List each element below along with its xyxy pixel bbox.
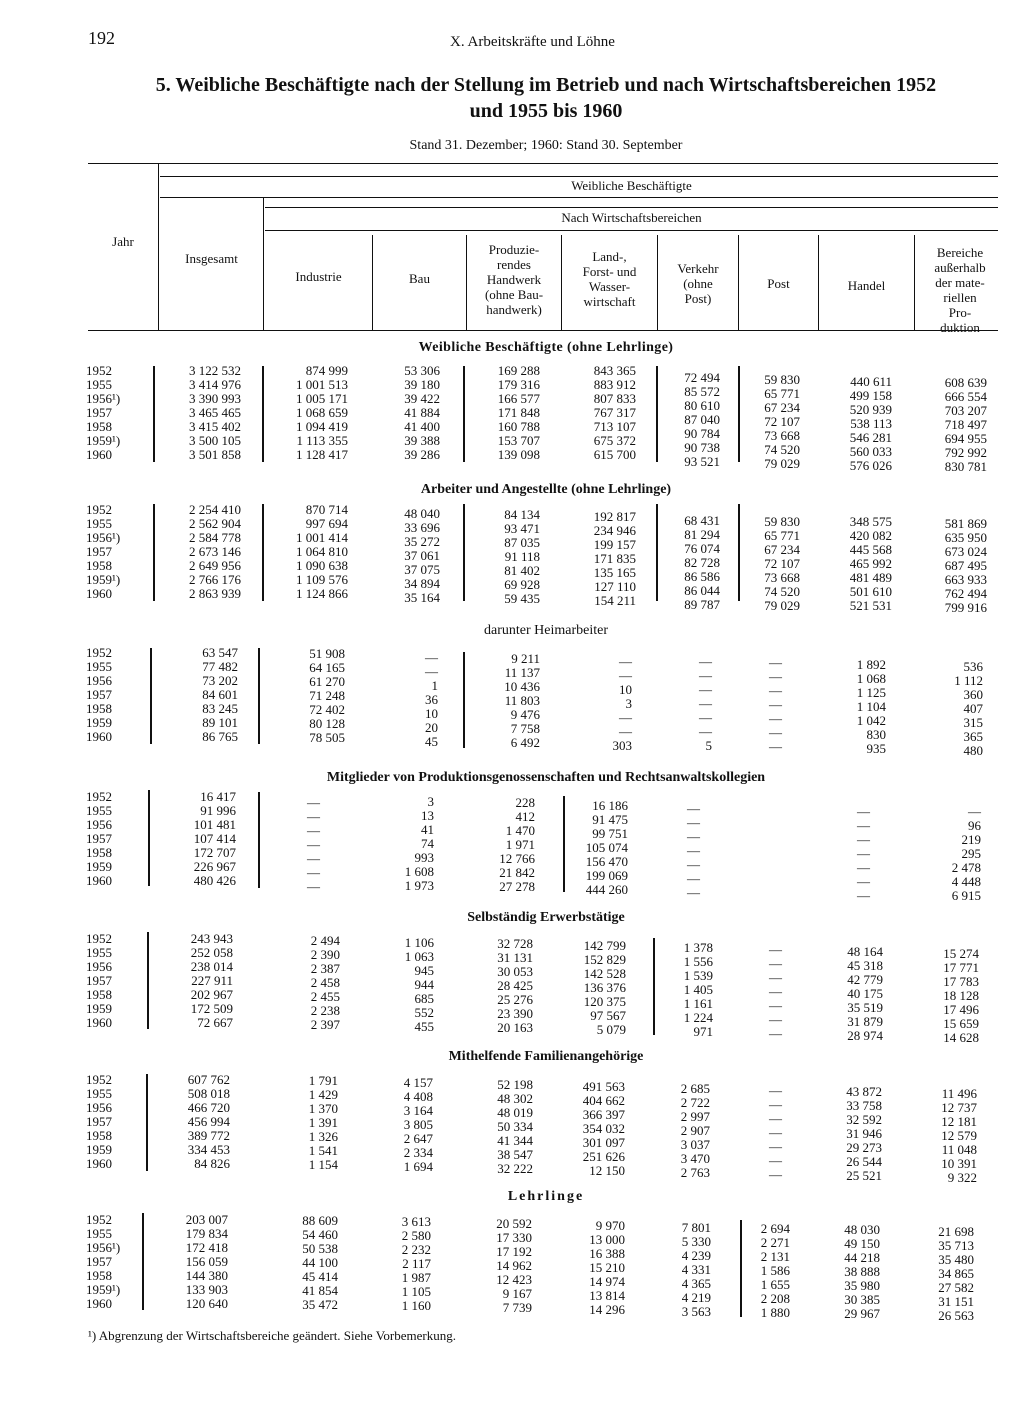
column-rule <box>153 504 155 601</box>
year-column: 1952 1955 1956 1957 1958 1959 1960 <box>86 931 112 1030</box>
landwirtschaft-values: 192 817 234 946 199 157 171 835 135 165 127 110 154 211 <box>593 509 636 608</box>
header-rule-4 <box>265 207 998 208</box>
header-verkehr: Verkehr (ohne Post) <box>677 261 719 306</box>
industrie-values: 88 609 54 460 50 538 44 100 45 414 41 854 35 472 <box>302 1213 338 1312</box>
handel-values: — — — — — — — <box>857 804 870 903</box>
bau-values: 1 106 1 063 945 944 685 552 455 <box>404 935 434 1034</box>
verkehr-values: 72 494 85 572 80 610 87 040 90 784 90 738 93 521 <box>684 370 720 469</box>
column-rule <box>656 366 658 462</box>
column-rule <box>463 504 465 601</box>
table-title-line-1: 5. Weibliche Beschäftigte nach der Stellung im Betrieb und nach Wirtschaftsbereichen 1952 <box>155 74 937 96</box>
section-title: Arbeiter und Angestellte (ohne Lehrlinge) <box>420 482 672 497</box>
table-subtitle: Stand 31. Dezember; 1960: Stand 30. September <box>409 138 683 153</box>
post-values: — — — — — — — <box>769 1083 782 1182</box>
header-bereiche: Bereiche außerhalb der mate- riellen Pro- duktion <box>934 245 986 335</box>
footnote: ¹) Abgrenzung der Wirtschaftsbereiche geändert. Siehe Vorbemerkung. <box>88 1328 456 1343</box>
post-values: 2 694 2 271 2 131 1 586 1 655 2 208 1 880 <box>760 1221 790 1320</box>
header-jahr: Jahr <box>112 234 134 249</box>
header-handel: Handel <box>847 278 886 293</box>
bau-values: 3 613 2 580 2 232 2 117 1 987 1 105 1 160 <box>401 1214 431 1313</box>
handwerk-values: 84 134 93 471 87 035 91 118 81 402 69 928 59 435 <box>504 507 540 606</box>
bereiche-values: 11 496 12 737 12 181 12 579 11 048 10 391 9 322 <box>941 1086 977 1185</box>
bereiche-values: 608 639 666 554 703 207 718 497 694 955 792 992 830 781 <box>944 375 987 474</box>
section-title: Lehrlinge <box>507 1189 585 1204</box>
column-rule <box>146 1074 148 1171</box>
section-title: Mithelfende Familienangehörige <box>448 1049 644 1064</box>
bau-values: 3 13 41 74 993 1 608 1 973 <box>404 794 434 893</box>
handel-values: 48 164 45 318 42 779 40 175 35 519 31 879 28 974 <box>847 944 883 1043</box>
header-landwirtschaft: Land-, Forst- und Wasser- wirtschaft <box>582 249 637 309</box>
header-nach-wirtschaftsbereichen: Nach Wirtschaftsbereichen <box>561 210 702 225</box>
industrie-values: 51 908 64 165 61 270 71 248 72 402 80 128 78 505 <box>309 646 345 745</box>
header-rule-5 <box>265 230 998 231</box>
year-column: 1952 1955 1956¹) 1957 1958 1959¹) 1960 <box>86 502 121 601</box>
landwirtschaft-values: 9 970 13 000 16 388 15 210 14 974 13 814 14 296 <box>589 1218 625 1317</box>
insgesamt-values: 243 943 252 058 238 014 227 911 202 967 172 509 72 667 <box>190 931 233 1030</box>
bau-values: 48 040 33 696 35 272 37 061 37 075 34 894 35 164 <box>404 506 440 605</box>
bau-values: 4 157 4 408 3 164 3 805 2 647 2 334 1 694 <box>403 1075 433 1174</box>
column-rule <box>656 504 658 601</box>
header-divider-jahr <box>158 163 159 330</box>
column-rule <box>150 648 152 744</box>
verkehr-values: 68 431 81 294 76 074 82 728 86 586 86 044 89 787 <box>684 513 720 612</box>
handel-values: 1 892 1 068 1 125 1 104 1 042 830 935 <box>856 657 886 756</box>
year-column: 1952 1955 1956¹) 1957 1958 1959¹) 1960 <box>86 363 121 462</box>
table-title-line-2: und 1955 bis 1960 <box>469 100 623 122</box>
bau-values: — — 1 36 10 20 45 <box>425 650 438 749</box>
bereiche-values: 581 869 635 950 673 024 687 495 663 933 762 494 799 916 <box>944 516 987 615</box>
landwirtschaft-values: 491 563 404 662 366 397 354 032 301 097 251 626 12 150 <box>582 1079 625 1178</box>
industrie-values: — — — — — — — <box>307 795 320 894</box>
year-column: 1952 1955 1956 1957 1958 1959 1960 <box>86 645 112 744</box>
column-rule <box>258 792 260 888</box>
column-rule <box>258 648 260 744</box>
header-handwerk: Produzie- rendes Handwerk (ohne Bau- handwerk) <box>484 242 544 317</box>
handel-values: 43 872 33 758 32 592 31 946 29 273 26 544 25 521 <box>846 1084 882 1183</box>
handel-values: 440 611 499 158 520 939 538 113 546 281 560 033 576 026 <box>849 374 892 473</box>
verkehr-values: 7 801 5 330 4 239 4 331 4 365 4 219 3 563 <box>681 1220 711 1319</box>
landwirtschaft-values: 142 799 152 829 142 528 136 376 120 375 97 567 5 079 <box>583 938 626 1037</box>
running-head: X. Arbeitskräfte und Löhne <box>450 34 615 50</box>
header-industrie: Industrie <box>295 269 342 284</box>
header-insgesamt: Insgesamt <box>185 251 238 266</box>
header-rule-3 <box>160 197 998 198</box>
industrie-values: 870 714 997 694 1 001 414 1 064 810 1 090 638 1 109 576 1 124 866 <box>296 502 348 601</box>
header-weibliche-beschaeftigte: Weibliche Beschäftigte <box>571 178 692 193</box>
section-title: Selbständig Erwerbstätige <box>467 910 625 925</box>
header-rule-top <box>88 163 998 164</box>
industrie-values: 2 494 2 390 2 387 2 458 2 455 2 238 2 397 <box>310 933 340 1032</box>
handel-values: 48 030 49 150 44 218 38 888 35 980 30 385 29 967 <box>844 1222 880 1321</box>
handwerk-values: 9 211 11 137 10 436 11 803 9 476 7 758 6 492 <box>504 651 540 750</box>
industrie-values: 874 999 1 001 513 1 005 171 1 068 659 1 094 419 1 113 355 1 128 417 <box>296 363 348 462</box>
header-divider-insgesamt <box>263 197 264 330</box>
column-rule <box>147 932 149 1029</box>
bereiche-values: 15 274 17 771 17 783 18 128 17 496 15 659 14 628 <box>943 946 979 1045</box>
bereiche-values: — 96 219 295 2 478 4 448 6 915 <box>951 804 981 903</box>
handwerk-values: 32 728 31 131 30 053 28 425 25 276 23 390 20 163 <box>497 936 533 1035</box>
section-title: Weibliche Beschäftigte (ohne Lehrlinge) <box>418 340 674 355</box>
year-column: 1952 1955 1956 1957 1958 1959 1960 <box>86 789 112 888</box>
handwerk-values: 169 288 179 316 166 577 171 848 160 788 153 707 139 098 <box>497 363 540 462</box>
header-bau: Bau <box>409 271 430 286</box>
verkehr-values: — — — — — — — <box>687 801 700 900</box>
header-rule-bottom <box>88 330 998 331</box>
header-rule-2 <box>160 176 998 177</box>
handwerk-values: 20 592 17 330 17 192 14 962 12 423 9 167 7 739 <box>496 1216 532 1315</box>
verkehr-values: 2 685 2 722 2 997 2 907 3 037 3 470 2 763 <box>680 1081 710 1180</box>
bereiche-values: 21 698 35 713 35 480 34 865 27 582 31 151 26 563 <box>938 1224 974 1323</box>
bereiche-values: 536 1 112 360 407 315 365 480 <box>954 659 983 758</box>
column-rule <box>148 790 150 886</box>
insgesamt-values: 3 122 532 3 414 976 3 390 993 3 465 465 3 415 402 3 500 105 3 501 858 <box>189 363 241 462</box>
insgesamt-values: 607 762 508 018 466 720 456 994 389 772 334 453 84 826 <box>187 1072 230 1171</box>
post-values: — — — — — — — <box>769 655 782 754</box>
column-rule <box>463 652 465 748</box>
page-number: 192 <box>88 28 115 48</box>
column-rule <box>142 1213 144 1310</box>
landwirtschaft-values: 843 365 883 912 807 833 767 317 713 107 675 372 615 700 <box>593 363 636 462</box>
verkehr-values: — — — — — — 5 <box>699 654 712 753</box>
column-rule <box>262 366 264 462</box>
section-title: Mitglieder von Produktionsgenossenschaften und Rechtsanwaltskollegien <box>326 770 766 785</box>
insgesamt-values: 16 417 91 996 101 481 107 414 172 707 226 967 480 426 <box>193 789 236 888</box>
header-post: Post <box>767 276 790 291</box>
column-rule <box>463 366 465 462</box>
post-values: 59 830 65 771 67 234 72 107 73 668 74 520 79 029 <box>764 372 800 471</box>
landwirtschaft-values: — — 10 3 — — 303 <box>612 654 632 753</box>
year-column: 1952 1955 1956¹) 1957 1958 1959¹) 1960 <box>86 1212 121 1311</box>
insgesamt-values: 63 547 77 482 73 202 84 601 83 245 89 101 86 765 <box>202 645 238 744</box>
verkehr-values: 1 378 1 556 1 539 1 405 1 161 1 224 971 <box>683 940 713 1039</box>
post-values: — — — — — — — <box>769 942 782 1041</box>
section-title: darunter Heimarbeiter <box>484 623 608 638</box>
column-rule <box>262 504 264 601</box>
column-rule <box>738 504 740 601</box>
landwirtschaft-values: 16 186 91 475 99 751 105 074 156 470 199 069 444 260 <box>585 798 628 897</box>
column-rule <box>738 366 740 462</box>
insgesamt-values: 203 007 179 834 172 418 156 059 144 380 133 903 120 640 <box>185 1212 228 1311</box>
column-rule <box>153 366 155 462</box>
handwerk-values: 52 198 48 302 48 019 50 334 41 344 38 547 32 222 <box>497 1077 533 1176</box>
handwerk-values: 228 412 1 470 1 971 12 766 21 842 27 278 <box>499 795 535 894</box>
post-values: 59 830 65 771 67 234 72 107 73 668 74 520 79 029 <box>764 514 800 613</box>
handel-values: 348 575 420 082 445 568 465 992 481 489 501 610 521 531 <box>849 514 892 613</box>
year-column: 1952 1955 1956 1957 1958 1959 1960 <box>86 1072 112 1171</box>
insgesamt-values: 2 254 410 2 562 904 2 584 778 2 673 146 2 649 956 2 766 176 2 863 939 <box>189 502 241 601</box>
bau-values: 53 306 39 180 39 422 41 884 41 400 39 388 39 286 <box>404 363 440 462</box>
industrie-values: 1 791 1 429 1 370 1 391 1 326 1 541 1 154 <box>308 1073 338 1172</box>
